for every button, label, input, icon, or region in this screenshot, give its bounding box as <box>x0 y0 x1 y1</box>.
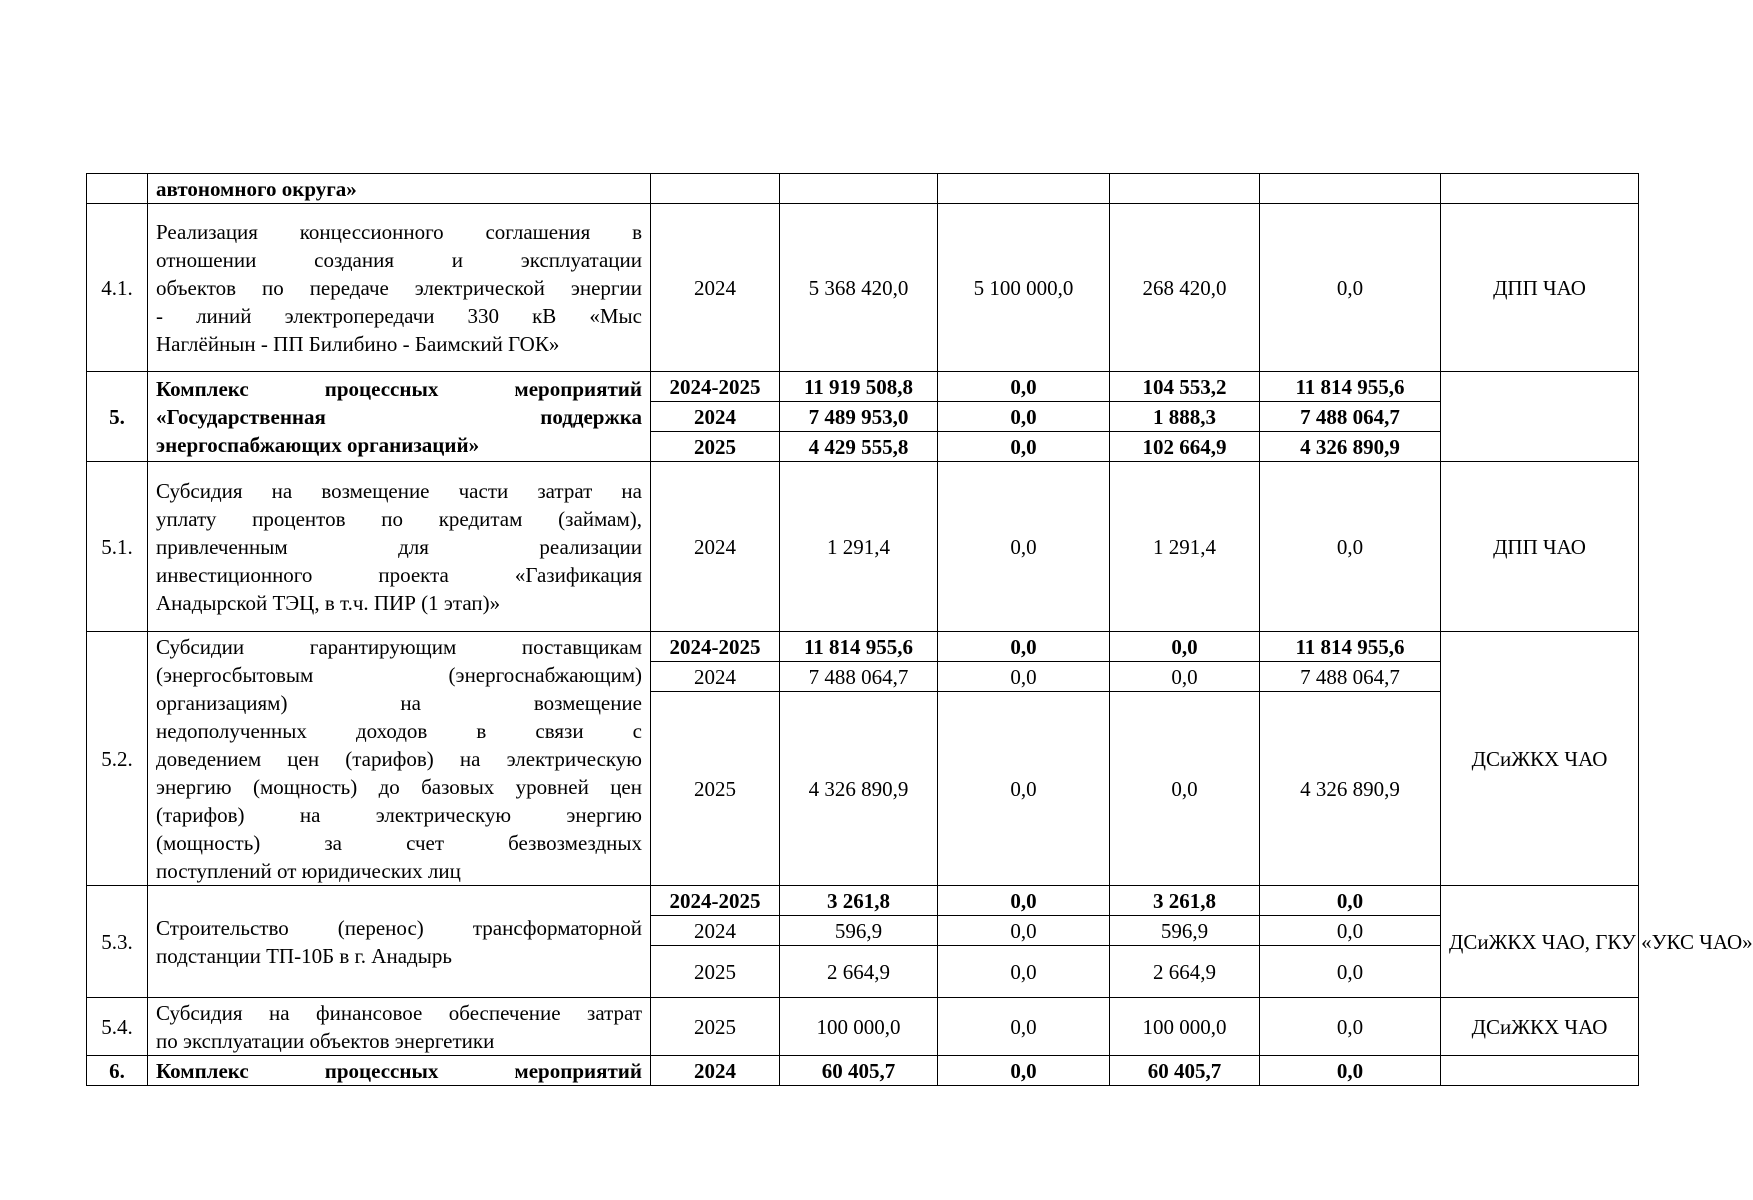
amount-cell: 0,0 <box>938 946 1110 998</box>
row-number: 5.2. <box>87 632 148 886</box>
amount-cell: 0,0 <box>1110 692 1260 886</box>
total-cell: 1 291,4 <box>780 462 938 632</box>
responsible-cell: ДСиЖКХ ЧАО <box>1441 998 1639 1056</box>
table-row <box>87 204 1639 372</box>
amount-cell: 0,0 <box>938 1056 1110 1086</box>
total-cell: 60 405,7 <box>780 1056 938 1086</box>
amount-cell: 0,0 <box>938 692 1110 886</box>
amount-cell: 0,0 <box>1260 998 1441 1056</box>
table-row <box>87 372 1639 402</box>
period-cell: 2024-2025 <box>651 632 780 662</box>
responsible-cell: ДСиЖКХ ЧАО, ГКУ «УКС ЧАО» <box>1441 886 1639 998</box>
row-name: Субсидия на финансовое обеспечение затрат по эксплуатации объектов энергетики <box>148 998 651 1056</box>
amount-cell: 0,0 <box>1260 886 1441 916</box>
row-number: 5.1. <box>87 462 148 632</box>
amount-cell: 0,0 <box>1260 462 1441 632</box>
amount-cell: 11 814 955,6 <box>1260 632 1441 662</box>
table-row <box>87 1056 1639 1086</box>
row-number: 5. <box>87 372 148 462</box>
total-cell: 4 429 555,8 <box>780 432 938 462</box>
row-number: 4.1. <box>87 204 148 372</box>
amount-cell: 0,0 <box>938 402 1110 432</box>
total-cell: 100 000,0 <box>780 998 938 1056</box>
amount-cell: 0,0 <box>1260 204 1441 372</box>
amount-cell: 0,0 <box>938 462 1110 632</box>
amount-cell: 0,0 <box>938 372 1110 402</box>
amount-cell: 11 814 955,6 <box>1260 372 1441 402</box>
table-row <box>87 174 1639 204</box>
row-name: Реализация концессионного соглашения в отношении создания и эксплуатации объектов по передаче электрической энергии - линий электропередачи 330 кВ «Мыс Наглёйнын - ПП Билибино - Баимский ГОК» <box>148 204 651 372</box>
amount-cell: 0,0 <box>938 662 1110 692</box>
row-number: 5.4. <box>87 998 148 1056</box>
total-cell: 2 664,9 <box>780 946 938 998</box>
amount-cell: 0,0 <box>938 632 1110 662</box>
row-name: Субсидия на возмещение части затрат на уплату процентов по кредитам (займам), привлеченным для реализации инвестиционного проекта «Газификация Анадырской ТЭЦ, в т.ч. ПИР (1 этап)» <box>148 462 651 632</box>
period-cell: 2025 <box>651 692 780 886</box>
row-number <box>87 174 148 204</box>
amount-cell: 7 488 064,7 <box>1260 662 1441 692</box>
row-name: Строительство (перенос) трансформаторной подстанции ТП-10Б в г. Анадырь <box>148 886 651 998</box>
total-cell: 596,9 <box>780 916 938 946</box>
table-row <box>87 632 1639 662</box>
responsible-cell: ДСиЖКХ ЧАО <box>1441 632 1639 886</box>
period-cell: 2024 <box>651 662 780 692</box>
row-number: 5.3. <box>87 886 148 998</box>
total-cell: 5 368 420,0 <box>780 204 938 372</box>
table-row <box>87 998 1639 1056</box>
row-name: автономного округа» <box>148 174 651 204</box>
table-row <box>87 462 1639 632</box>
period-cell: 2025 <box>651 946 780 998</box>
period-cell: 2024-2025 <box>651 372 780 402</box>
amount-cell: 268 420,0 <box>1110 204 1260 372</box>
amount-cell: 0,0 <box>938 432 1110 462</box>
amount-cell: 0,0 <box>1260 946 1441 998</box>
amount-cell: 60 405,7 <box>1110 1056 1260 1086</box>
total-cell: 4 326 890,9 <box>780 692 938 886</box>
amount-cell: 4 326 890,9 <box>1260 432 1441 462</box>
amount-cell: 0,0 <box>938 916 1110 946</box>
amount-cell: 104 553,2 <box>1110 372 1260 402</box>
row-name: Субсидии гарантирующим поставщикам (энергосбытовым (энергоснабжающим) организациям) на возмещение недополученных доходов в связи с доведением цен (тарифов) на электрическую энергию (мощность) до базовых уровней цен (тарифов) на электрическую энергию (мощность) за счет безвозмездных поступлений от юридических лиц <box>148 632 651 886</box>
amount-cell: 0,0 <box>1260 916 1441 946</box>
amount-cell: 102 664,9 <box>1110 432 1260 462</box>
responsible-cell <box>1441 372 1639 462</box>
total-cell: 11 814 955,6 <box>780 632 938 662</box>
total-cell: 3 261,8 <box>780 886 938 916</box>
total-cell: 11 919 508,8 <box>780 372 938 402</box>
period-cell: 2025 <box>651 432 780 462</box>
amount-cell: 0,0 <box>1110 662 1260 692</box>
row-name: Комплекс процессных мероприятий «Государственная поддержка энергоспабжающих организаций» <box>148 372 651 462</box>
amount-cell: 1 888,3 <box>1110 402 1260 432</box>
amount-cell: 596,9 <box>1110 916 1260 946</box>
responsible-cell <box>1441 1056 1639 1086</box>
amount-cell: 0,0 <box>938 998 1110 1056</box>
amount-cell: 7 488 064,7 <box>1260 402 1441 432</box>
amount-cell: 1 291,4 <box>1110 462 1260 632</box>
table-row <box>87 886 1639 916</box>
row-name: Комплекс процессных мероприятий <box>148 1056 651 1086</box>
responsible-cell: ДПП ЧАО <box>1441 462 1639 632</box>
period-cell: 2024-2025 <box>651 886 780 916</box>
total-cell: 7 489 953,0 <box>780 402 938 432</box>
period-cell: 2025 <box>651 998 780 1056</box>
amount-cell: 0,0 <box>938 886 1110 916</box>
period-cell: 2024 <box>651 462 780 632</box>
period-cell: 2024 <box>651 204 780 372</box>
amount-cell: 3 261,8 <box>1110 886 1260 916</box>
amount-cell: 100 000,0 <box>1110 998 1260 1056</box>
amount-cell: 5 100 000,0 <box>938 204 1110 372</box>
total-cell: 7 488 064,7 <box>780 662 938 692</box>
budget-table <box>86 173 1753 1086</box>
period-cell: 2024 <box>651 402 780 432</box>
responsible-cell: ДПП ЧАО <box>1441 204 1639 372</box>
period-cell: 2024 <box>651 1056 780 1086</box>
row-number: 6. <box>87 1056 148 1086</box>
period-cell: 2024 <box>651 916 780 946</box>
amount-cell: 0,0 <box>1260 1056 1441 1086</box>
amount-cell: 4 326 890,9 <box>1260 692 1441 886</box>
amount-cell: 0,0 <box>1110 632 1260 662</box>
amount-cell: 2 664,9 <box>1110 946 1260 998</box>
